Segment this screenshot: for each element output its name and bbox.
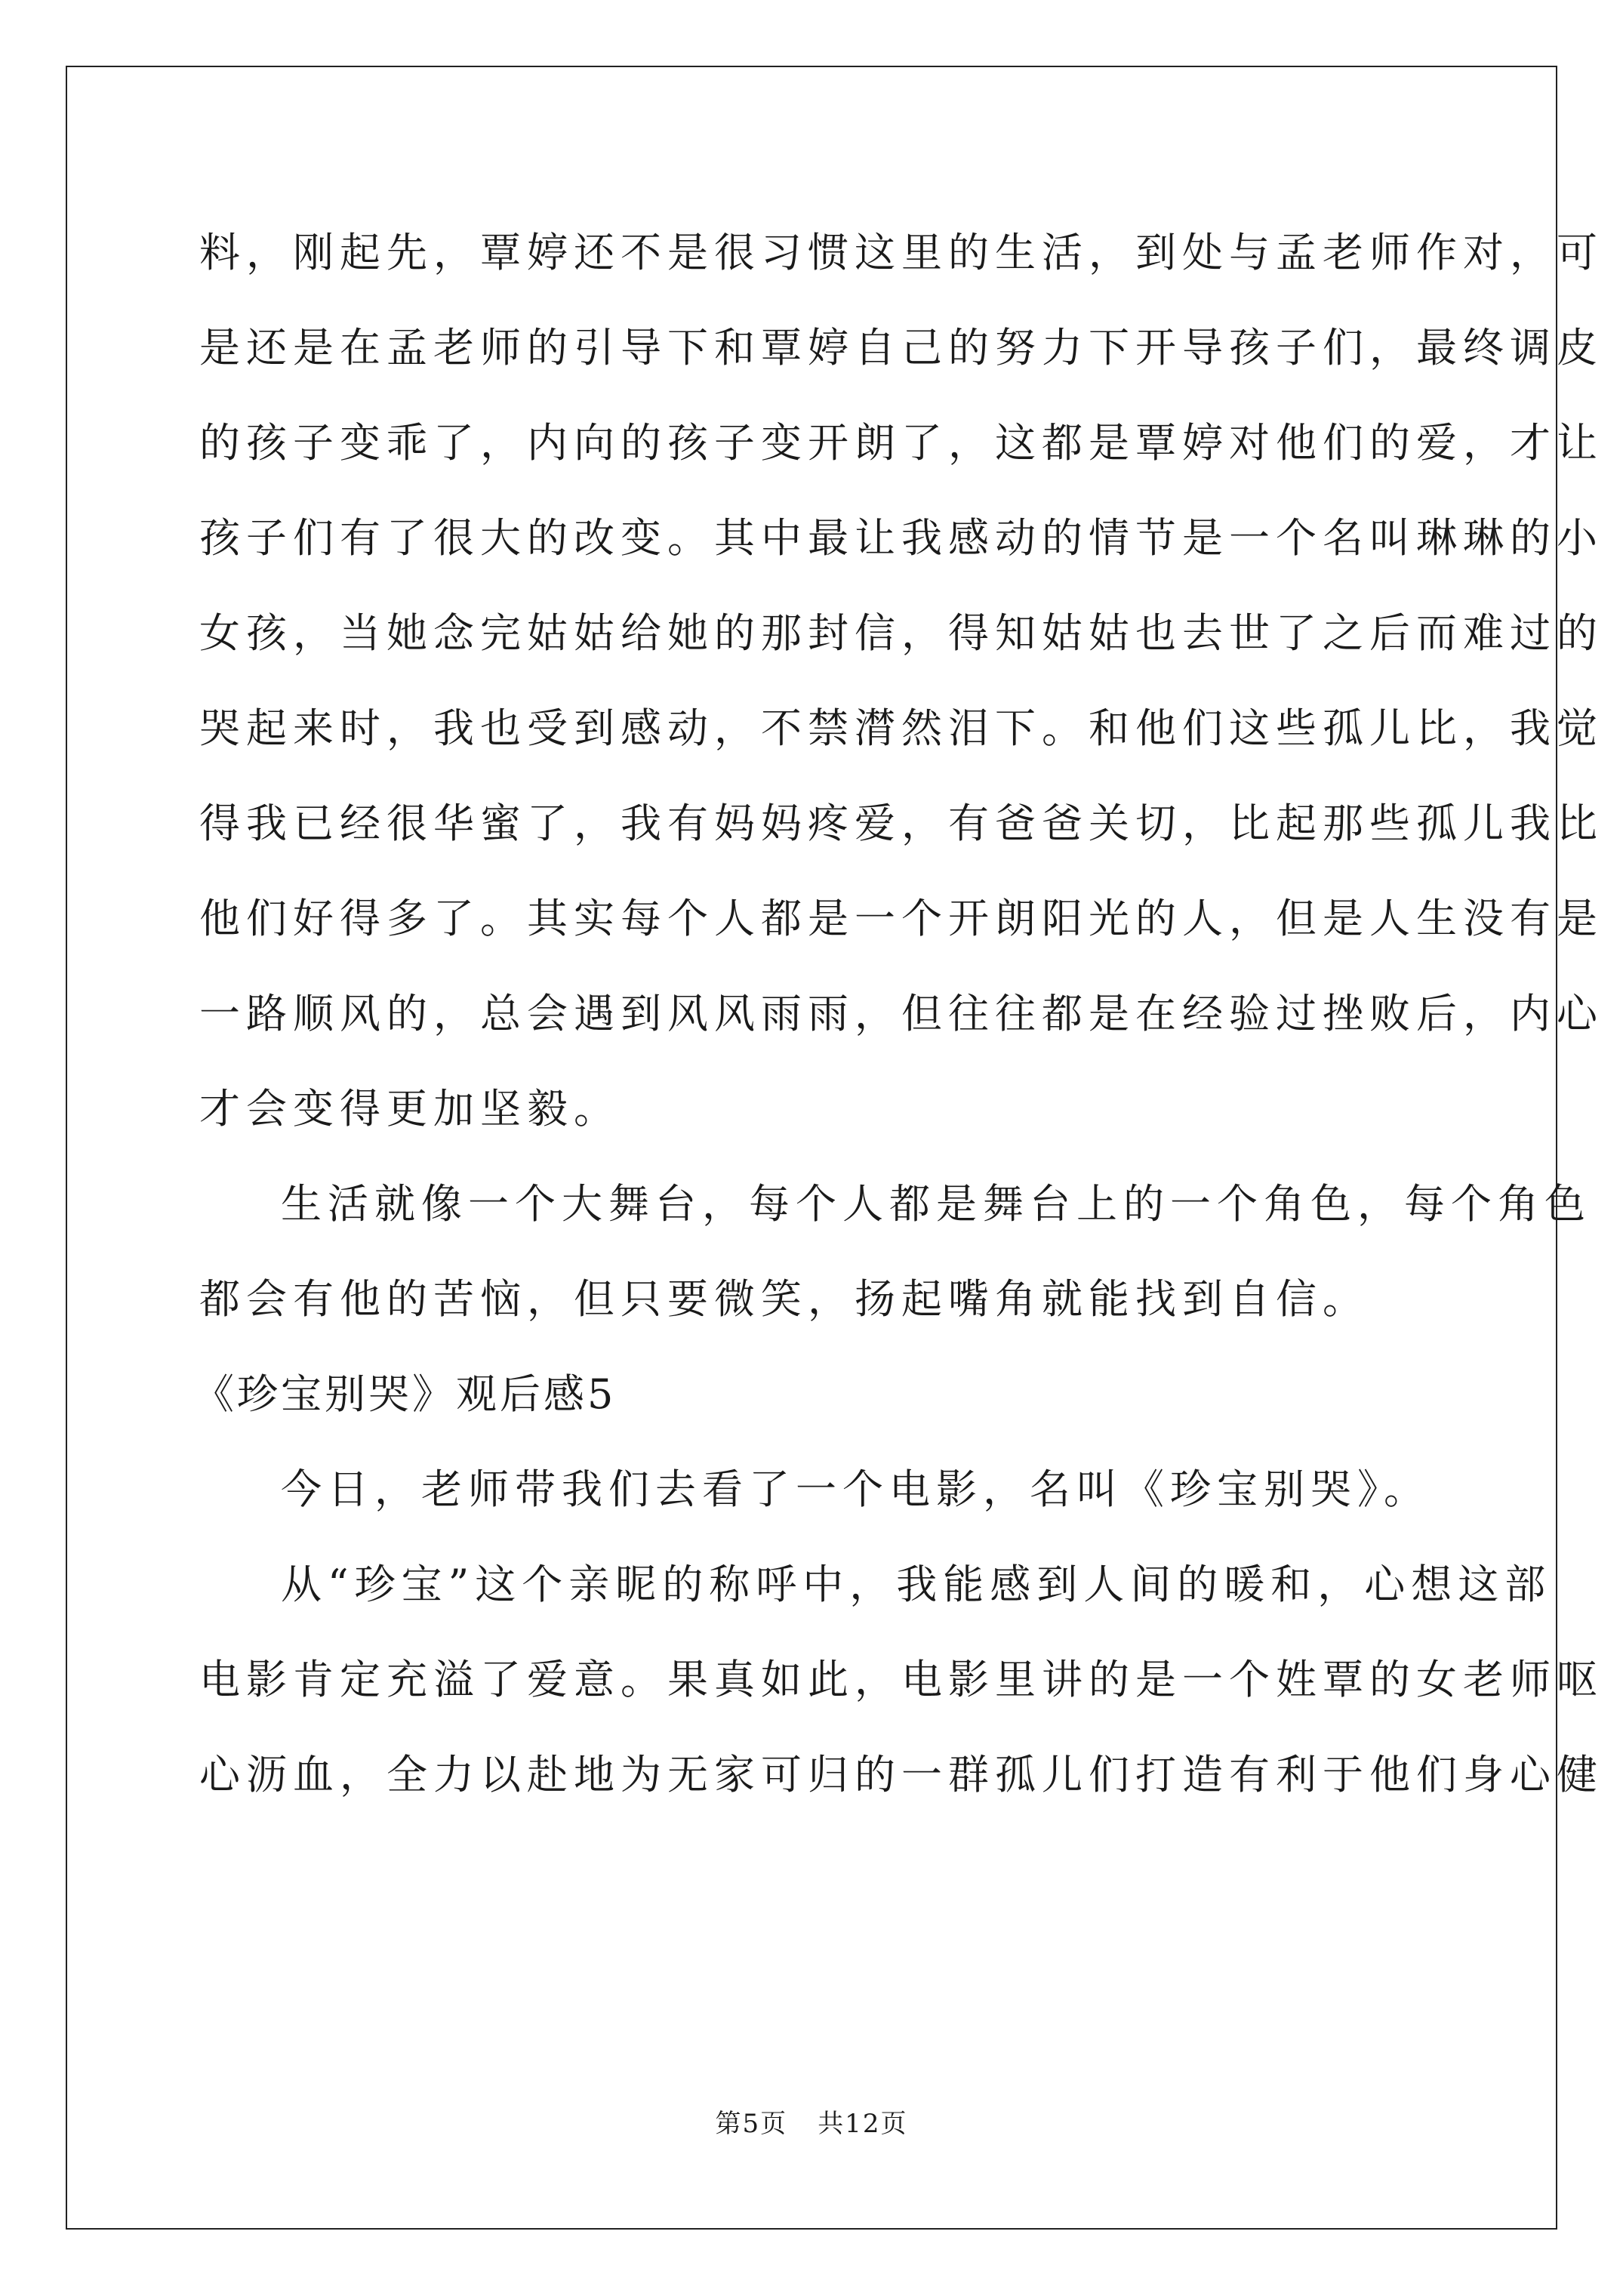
- text-line: 料，刚起先，覃婷还不是很习惯这里的生活，到处与孟老师作对，可: [199, 229, 1603, 276]
- section-heading: 《珍宝别哭》观后感5: [193, 1370, 617, 1418]
- text-line: 电影肯定充溢了爱意。果真如此，电影里讲的是一个姓覃的女老师呕: [199, 1656, 1603, 1703]
- text-line: 是还是在孟老师的引导下和覃婷自己的努力下开导孩子们，最终调皮: [199, 324, 1603, 371]
- text-line: 得我已经很华蜜了，我有妈妈疼爱，有爸爸关切，比起那些孤儿我比: [199, 800, 1603, 847]
- paragraph-first-line: 今日，老师带我们去看了一个电影，名叫《珍宝别哭》。: [281, 1465, 1431, 1513]
- text-line: 孩子们有了很大的改变。其中最让我感动的情节是一个名叫琳琳的小: [199, 514, 1603, 562]
- text-line: 女孩，当她念完姑姑给她的那封信，得知姑姑也去世了之后而难过的: [199, 609, 1603, 657]
- paragraph-first-line: 从“珍宝”这个亲昵的称呼中，我能感到人间的暖和，心想这部: [281, 1561, 1552, 1608]
- text-line: 的孩子变乖了，内向的孩子变开朗了，这都是覃婷对他们的爱，才让: [199, 419, 1603, 467]
- text-line: 一路顺风的，总会遇到风风雨雨，但往往都是在经验过挫败后，内心: [199, 990, 1603, 1037]
- text-line: 他们好得多了。其实每个人都是一个开朗阳光的人，但是人生没有是: [199, 895, 1603, 942]
- document-body: [193, 219, 1603, 1836]
- page-total: 共12页: [818, 2109, 908, 2139]
- text-line: 才会变得更加坚毅。: [199, 1085, 621, 1133]
- text-line: 都会有他的苦恼，但只要微笑，扬起嘴角就能找到自信。: [199, 1275, 1369, 1323]
- page-number: 第5页: [715, 2109, 788, 2139]
- page-footer: [0, 2103, 1623, 2140]
- text-line: 哭起来时，我也受到感动，不禁潸然泪下。和他们这些孤儿比，我觉: [199, 704, 1603, 752]
- text-line: 心沥血，全力以赴地为无家可归的一群孤儿们打造有利于他们身心健: [199, 1751, 1603, 1798]
- paragraph-first-line: 生活就像一个大舞台，每个人都是舞台上的一个角色，每个角色: [281, 1180, 1591, 1228]
